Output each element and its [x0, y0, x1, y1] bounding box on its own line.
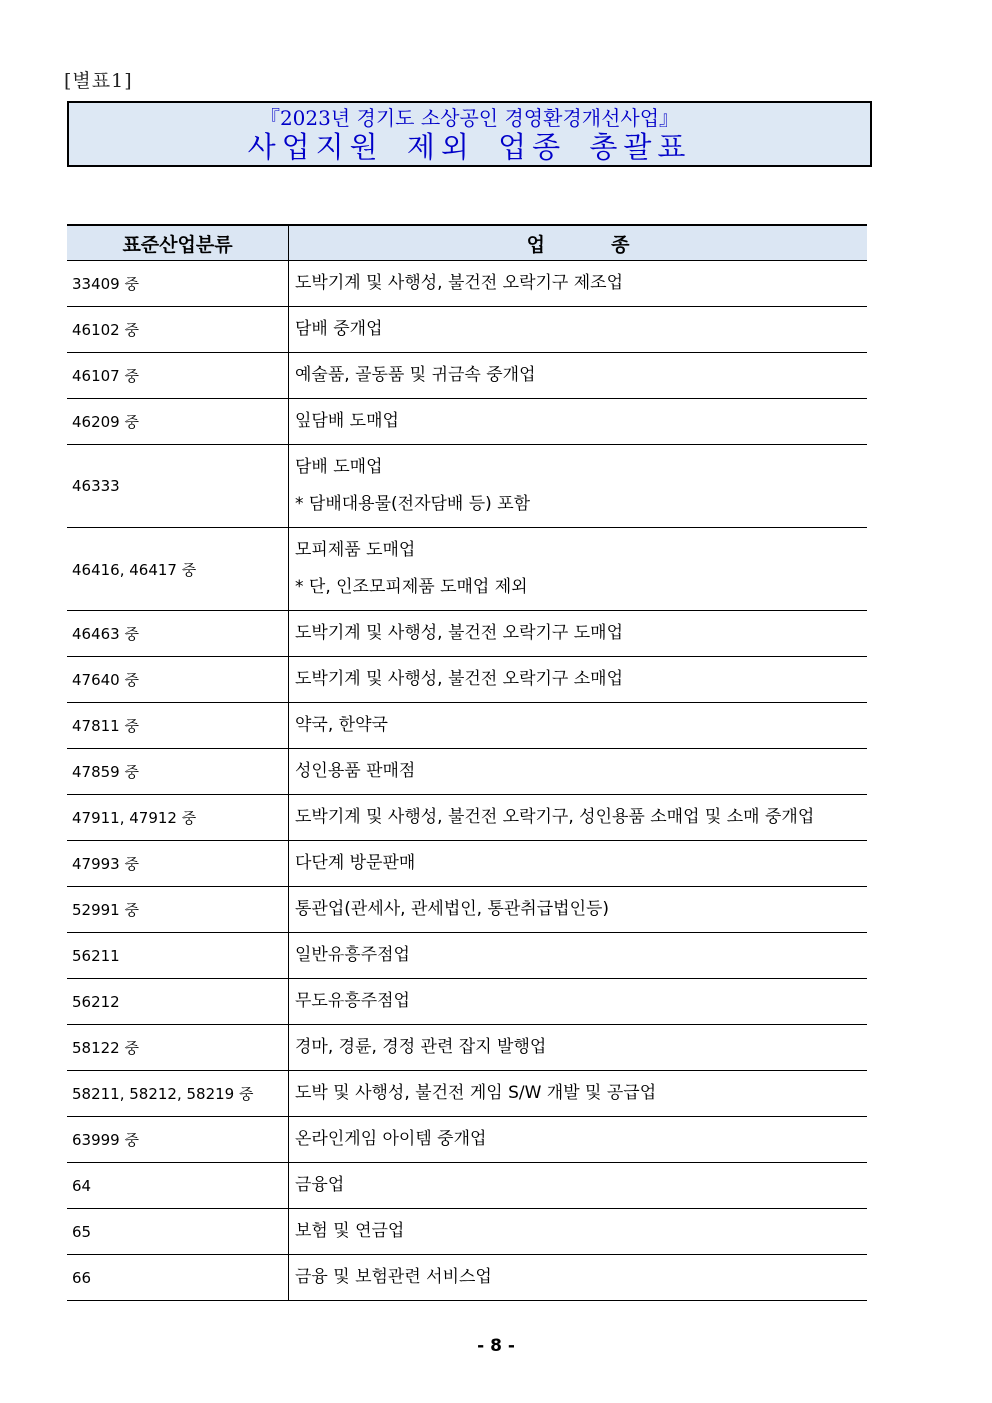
table-row — [67, 1117, 867, 1163]
industry-code-cell: 33409 중 — [67, 261, 289, 307]
table-row — [67, 979, 867, 1025]
industry-code-cell: 52991 중 — [67, 887, 289, 933]
industry-name: 도박 및 사행성, 불건전 게임 S/W 개발 및 공급업 — [295, 1083, 657, 1103]
industry-name-cell — [289, 1117, 868, 1163]
industry-name: 금융업 — [295, 1175, 345, 1195]
industry-name: 약국, 한약국 — [295, 715, 388, 735]
industry-code-cell: 46416, 46417 중 — [67, 528, 289, 611]
industry-name-cell — [289, 795, 868, 841]
table-row — [67, 1071, 867, 1117]
industry-name-cell — [289, 1255, 868, 1301]
industry-name-cell — [289, 749, 868, 795]
industry-name: 무도유흥주점업 — [295, 991, 410, 1011]
industry-name-cell — [289, 933, 868, 979]
industry-name: 일반유흥주점업 — [295, 945, 410, 965]
table-row — [67, 261, 867, 307]
table-row — [67, 1255, 867, 1301]
industry-code-cell: 46463 중 — [67, 611, 289, 657]
industry-name-cell — [289, 528, 868, 611]
table-row — [67, 611, 867, 657]
industry-code-cell: 47993 중 — [67, 841, 289, 887]
table-row — [67, 933, 867, 979]
industry-name-cell — [289, 887, 868, 933]
industry-name-cell — [289, 445, 868, 528]
industry-code-cell: 64 — [67, 1163, 289, 1209]
table-row — [67, 353, 867, 399]
industry-code-cell: 66 — [67, 1255, 289, 1301]
industry-note: * 단, 인조모피제품 도매업 제외 — [295, 577, 528, 597]
industry-code-cell: 63999 중 — [67, 1117, 289, 1163]
industry-name-cell — [289, 657, 868, 703]
industry-note: * 담배대용물(전자담배 등) 포함 — [295, 494, 531, 514]
industry-name: 도박기계 및 사행성, 불건전 오락기구 도매업 — [295, 623, 624, 643]
industry-name-cell — [289, 979, 868, 1025]
industry-name-cell — [289, 353, 868, 399]
industry-name-cell — [289, 1209, 868, 1255]
header-industry: 업 종 — [289, 225, 868, 261]
industry-name: 온라인게임 아이템 중개업 — [295, 1129, 487, 1149]
industry-code-cell: 47811 중 — [67, 703, 289, 749]
industry-code-cell: 46102 중 — [67, 307, 289, 353]
title-box — [67, 101, 872, 167]
industry-name-cell — [289, 307, 868, 353]
industry-name-cell — [289, 399, 868, 445]
industry-name-cell — [289, 1071, 868, 1117]
industry-name: 도박기계 및 사행성, 불건전 오락기구 제조업 — [295, 273, 624, 293]
industry-code-cell: 58122 중 — [67, 1025, 289, 1071]
table-body — [67, 261, 867, 1301]
industry-name: 예술품, 골동품 및 귀금속 중개업 — [295, 365, 536, 385]
industry-code-cell: 46209 중 — [67, 399, 289, 445]
industry-code-cell: 47859 중 — [67, 749, 289, 795]
industry-name: 통관업(관세사, 관세법인, 통관취급법인등) — [295, 899, 610, 919]
table-row — [67, 528, 867, 611]
industry-code-cell: 47640 중 — [67, 657, 289, 703]
industry-name: 다단계 방문판매 — [295, 853, 416, 873]
table-row — [67, 657, 867, 703]
industry-code-cell: 58211, 58212, 58219 중 — [67, 1071, 289, 1117]
table-row — [67, 1163, 867, 1209]
industry-name: 담배 도매업 — [295, 457, 383, 477]
table-row — [67, 841, 867, 887]
table-row — [67, 1209, 867, 1255]
table-row — [67, 1025, 867, 1071]
title-program: 『2023년 경기도 소상공인 경영환경개선사업』 — [259, 106, 680, 130]
industry-code-cell: 46107 중 — [67, 353, 289, 399]
industry-code-cell: 46333 — [67, 445, 289, 528]
industry-name-cell — [289, 841, 868, 887]
table-row — [67, 445, 867, 528]
industry-name: 도박기계 및 사행성, 불건전 오락기구 소매업 — [295, 669, 624, 689]
industry-code-cell: 56211 — [67, 933, 289, 979]
table-row — [67, 703, 867, 749]
page-number: - 8 - — [477, 1336, 515, 1356]
industry-name: 도박기계 및 사행성, 불건전 오락기구, 성인용품 소매업 및 소매 중개업 — [295, 807, 815, 827]
industry-name-cell — [289, 703, 868, 749]
table-row — [67, 795, 867, 841]
industry-name-cell — [289, 1163, 868, 1209]
industry-name-cell — [289, 261, 868, 307]
industry-name: 모피제품 도매업 — [295, 540, 416, 560]
table-row — [67, 887, 867, 933]
industry-name: 담배 중개업 — [295, 319, 383, 339]
table-header-row — [67, 225, 867, 261]
industry-code-cell: 56212 — [67, 979, 289, 1025]
table-row — [67, 307, 867, 353]
industry-name-cell — [289, 1025, 868, 1071]
header-code: 표준산업분류 — [67, 225, 289, 261]
industry-name: 잎담배 도매업 — [295, 411, 399, 431]
table-row — [67, 399, 867, 445]
industry-name: 보험 및 연금업 — [295, 1221, 405, 1241]
table-row — [67, 749, 867, 795]
exclusion-table — [67, 224, 867, 1301]
appendix-label: [별표1] — [64, 70, 133, 92]
industry-name-cell — [289, 611, 868, 657]
industry-code-cell: 65 — [67, 1209, 289, 1255]
title-main: 사업지원 제외 업종 총괄표 — [247, 130, 692, 164]
industry-name: 성인용품 판매점 — [295, 761, 416, 781]
industry-name: 경마, 경륜, 경정 관련 잡지 발행업 — [295, 1037, 547, 1057]
industry-name: 금융 및 보험관련 서비스업 — [295, 1267, 492, 1287]
industry-code-cell: 47911, 47912 중 — [67, 795, 289, 841]
